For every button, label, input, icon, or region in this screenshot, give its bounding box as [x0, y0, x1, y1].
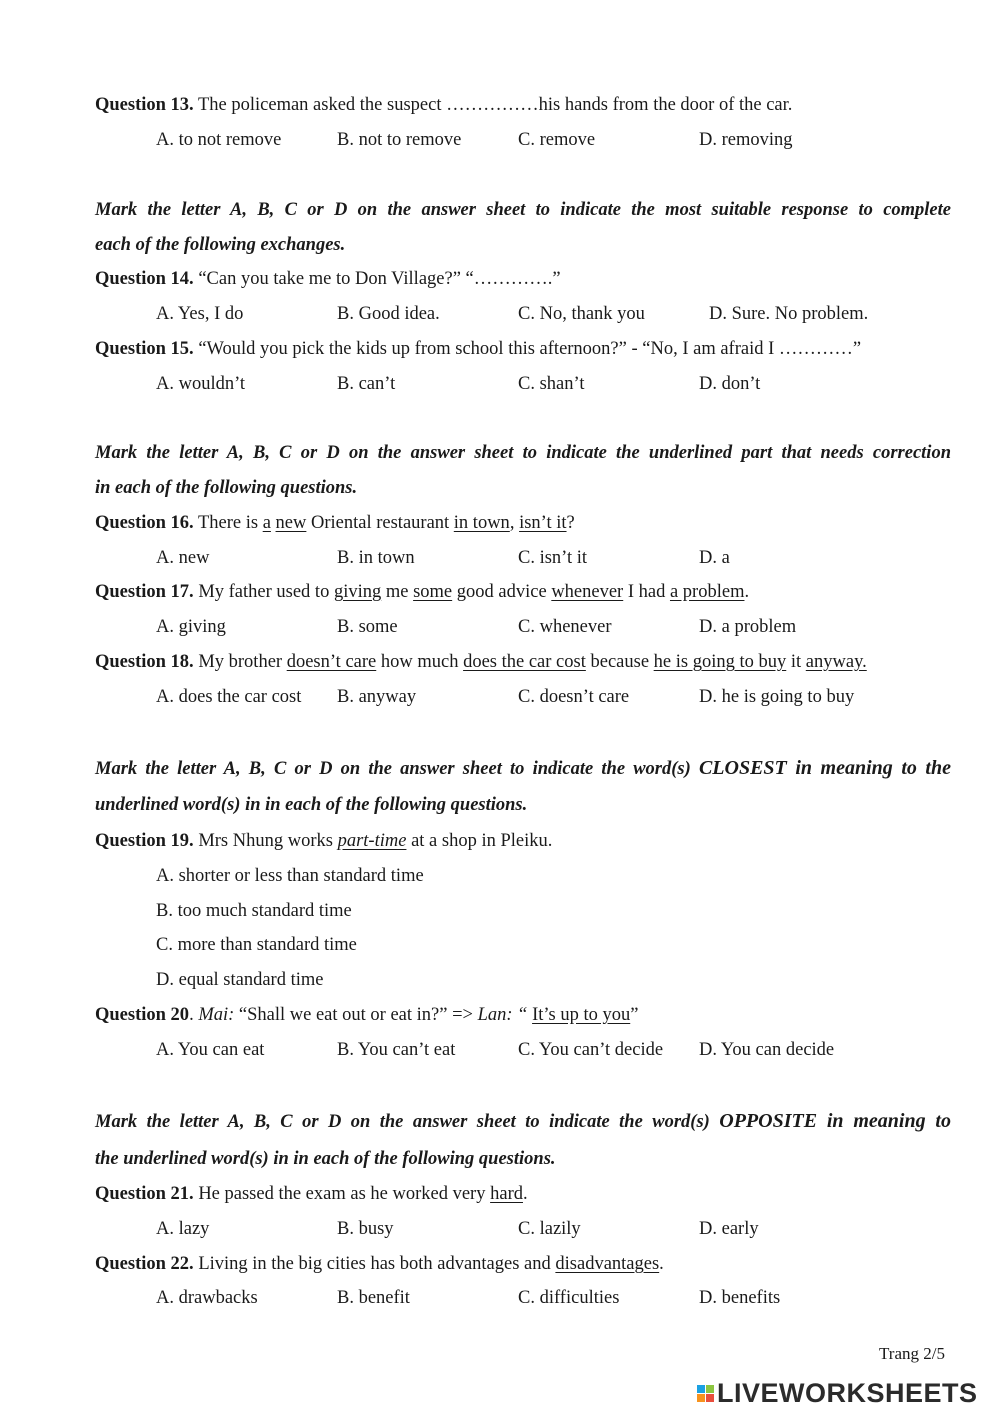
option-d[interactable]: D. Sure. No problem. — [709, 304, 869, 324]
question-label: Question 15. — [95, 339, 194, 359]
instruction-line: in each of the following questions. — [95, 478, 358, 498]
option-c[interactable]: C. No, thank you — [518, 304, 645, 324]
question-20 — [95, 1003, 638, 1027]
option-a[interactable]: A. shorter or less than standard time — [156, 866, 424, 886]
question-text: . — [522, 1184, 528, 1204]
underlined-part: It’s up to you — [532, 1005, 631, 1025]
underlined-part: doesn’t care — [286, 652, 377, 672]
option-b[interactable]: B. benefit — [337, 1288, 410, 1308]
question-text: because — [585, 652, 654, 672]
option-d[interactable]: D. removing — [699, 130, 793, 150]
question-text: . — [189, 1005, 199, 1025]
question-text: at a shop in Pleiku. — [406, 831, 553, 851]
underlined-part: in town — [453, 513, 510, 533]
question-text: Mrs Nhung works — [193, 831, 338, 851]
underlined-part: does the car cost — [463, 652, 586, 672]
instruction-line: underlined word(s) in in each of the following questions. — [95, 795, 528, 815]
underlined-part: a problem — [669, 582, 745, 602]
question-text: The policeman asked the suspect ……………his hands from the door of the car. — [193, 95, 793, 115]
option-b[interactable]: B. not to remove — [337, 130, 462, 150]
liveworksheets-logo — [697, 1378, 978, 1409]
question-text: My brother — [193, 652, 287, 672]
option-d[interactable]: D. early — [699, 1219, 759, 1239]
instruction-text: Mark the letter A, B, C or D on the answer sheet to indicate the word(s) — [95, 759, 699, 779]
question-text: how much — [376, 652, 464, 672]
question-14 — [95, 267, 561, 291]
question-text: ” — [630, 1005, 639, 1025]
question-text: ? — [566, 513, 575, 533]
instruction-text: in meaning to the — [786, 757, 951, 779]
option-a[interactable]: A. giving — [156, 617, 226, 637]
question-label: Question 20 — [95, 1005, 190, 1025]
option-c[interactable]: C. shan’t — [518, 374, 585, 394]
question-text: “Can you take me to Don Village?” “………….” — [193, 269, 561, 289]
underlined-part: he is going to buy — [653, 652, 787, 672]
option-b[interactable]: B. Good idea. — [337, 304, 440, 324]
question-text: me — [381, 582, 414, 602]
option-b[interactable]: B. busy — [337, 1219, 394, 1239]
question-text: . — [659, 1254, 664, 1274]
question-label: Question 19. — [95, 831, 194, 851]
question-text: , — [509, 513, 520, 533]
option-b[interactable]: B. too much standard time — [156, 901, 352, 921]
question-text: . — [744, 582, 750, 602]
option-a[interactable]: A. Yes, I do — [156, 304, 244, 324]
instruction-line: Mark the letter A, B, C or D on the answer sheet to indicate the underlined part that needs correction — [95, 443, 951, 463]
question-label: Question 16. — [95, 513, 194, 533]
question-text: it — [786, 652, 806, 672]
option-c[interactable]: C. difficulties — [518, 1288, 620, 1308]
option-a[interactable]: A. lazy — [156, 1219, 210, 1239]
option-b[interactable]: B. You can’t eat — [337, 1040, 456, 1060]
question-text: My father used to — [193, 582, 334, 602]
instruction-text: Mark the letter A, B, C or D on the answer sheet to indicate the word(s) — [95, 1112, 720, 1132]
question-text: Living in the big cities has both advantages and — [193, 1254, 556, 1274]
underlined-part: new — [275, 513, 307, 533]
logo-icon — [697, 1385, 714, 1402]
instruction-line — [95, 1109, 951, 1134]
option-a[interactable]: A. You can eat — [156, 1040, 265, 1060]
option-c[interactable]: C. isn’t it — [518, 548, 588, 568]
speaker: Mai: — [198, 1005, 235, 1025]
question-label: Question 21. — [95, 1184, 194, 1204]
instruction-line: Mark the letter A, B, C or D on the answer sheet to indicate the most suitable response to complete — [95, 200, 951, 220]
question-text: good advice — [452, 582, 552, 602]
option-c[interactable]: C. more than standard time — [156, 935, 357, 955]
instruction-keyword: CLOSEST — [698, 757, 787, 779]
option-d[interactable]: D. a — [699, 548, 730, 568]
logo-text: LIVEWORKSHEETS — [717, 1378, 978, 1408]
option-c[interactable]: C. doesn’t care — [518, 687, 630, 707]
underlined-part: some — [413, 582, 453, 602]
instruction-text: in meaning to — [817, 1110, 951, 1132]
question-21 — [95, 1182, 528, 1206]
question-15 — [95, 337, 861, 361]
option-b[interactable]: B. anyway — [337, 687, 417, 707]
option-d[interactable]: D. benefits — [699, 1288, 781, 1308]
question-text: I had — [623, 582, 670, 602]
option-d[interactable]: D. You can decide — [699, 1040, 835, 1060]
question-13 — [95, 93, 792, 117]
question-text: There is — [193, 513, 263, 533]
option-c[interactable]: C. whenever — [518, 617, 612, 637]
question-label: Question 13. — [95, 95, 194, 115]
question-19 — [95, 829, 552, 853]
option-a[interactable]: A. to not remove — [156, 130, 282, 150]
underlined-part: anyway. — [805, 652, 867, 672]
underlined-part: isn’t it — [519, 513, 567, 533]
instruction-keyword: OPPOSITE — [719, 1110, 818, 1132]
underlined-part: part-time — [337, 831, 407, 851]
option-d[interactable]: D. a problem — [699, 617, 797, 637]
question-18 — [95, 650, 867, 674]
option-a[interactable]: A. drawbacks — [156, 1288, 258, 1308]
question-22 — [95, 1252, 664, 1276]
option-c[interactable]: C. remove — [518, 130, 596, 150]
question-label: Question 17. — [95, 582, 194, 602]
logo-square-orange — [697, 1394, 705, 1402]
instruction-line: the underlined word(s) in in each of the following questions. — [95, 1149, 556, 1169]
option-b[interactable]: B. some — [337, 617, 398, 637]
question-label: Question 14. — [95, 269, 194, 289]
question-16 — [95, 511, 575, 535]
option-b[interactable]: B. in town — [337, 548, 415, 568]
question-text: “Shall we eat out or eat in?” => — [234, 1005, 478, 1025]
option-c[interactable]: C. You can’t decide — [518, 1040, 664, 1060]
option-a[interactable]: A. new — [156, 548, 210, 568]
underlined-part: whenever — [551, 582, 624, 602]
option-d[interactable]: D. he is going to buy — [699, 687, 855, 707]
option-c[interactable]: C. lazily — [518, 1219, 581, 1239]
speaker: Lan: “ — [477, 1005, 528, 1025]
underlined-part: hard — [490, 1184, 523, 1204]
underlined-part: giving — [333, 582, 382, 602]
logo-square-green — [706, 1385, 714, 1393]
page-number: Trang 2/5 — [879, 1344, 945, 1363]
question-17 — [95, 580, 749, 604]
logo-square-blue — [697, 1385, 705, 1393]
instruction-line: each of the following exchanges. — [95, 235, 346, 255]
option-a[interactable]: A. wouldn’t — [156, 374, 246, 394]
underlined-part: disadvantages — [555, 1254, 660, 1274]
question-label: Question 22. — [95, 1254, 194, 1274]
option-a[interactable]: A. does the car cost — [156, 687, 302, 707]
question-label: Question 18. — [95, 652, 194, 672]
logo-square-red — [706, 1394, 714, 1402]
underlined-part: a — [262, 513, 271, 533]
question-text: Oriental restaurant — [306, 513, 454, 533]
option-b[interactable]: B. can’t — [337, 374, 396, 394]
question-text: He passed the exam as he worked very — [193, 1184, 491, 1204]
instruction-line — [95, 756, 951, 781]
option-d[interactable]: D. don’t — [699, 374, 761, 394]
question-text: “Would you pick the kids up from school this afternoon?” - “No, I am afraid I …………” — [193, 339, 862, 359]
option-d[interactable]: D. equal standard time — [156, 970, 324, 990]
